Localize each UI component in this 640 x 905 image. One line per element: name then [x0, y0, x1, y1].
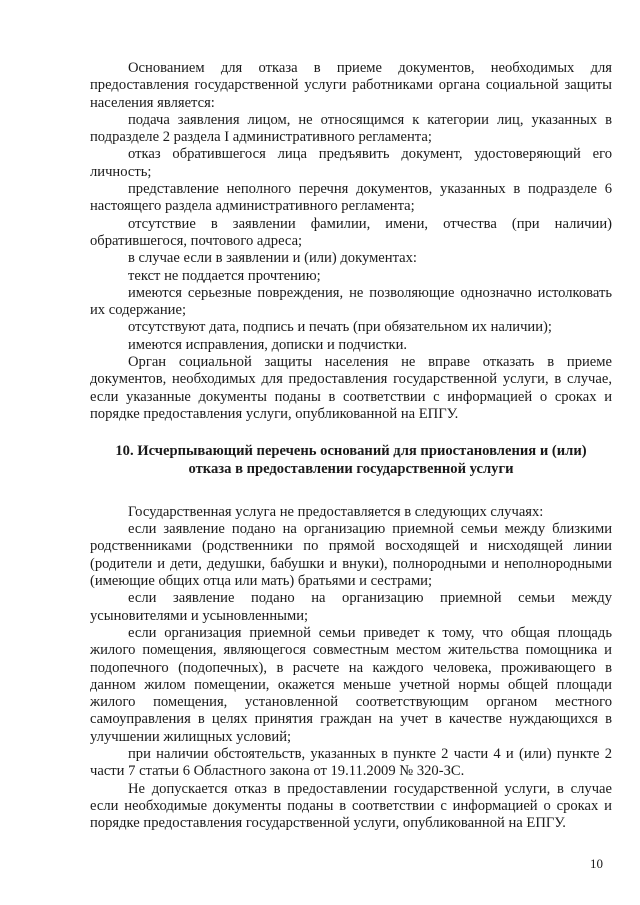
paragraph: отсутствуют дата, подпись и печать (при обязательном их наличии);: [128, 319, 552, 336]
section-heading: [90, 443, 612, 478]
paragraph: Основанием для отказа в приеме документов, необходимых для предоставления государственной услуги работниками органа социальной защиты населения является:: [90, 60, 612, 111]
paragraph: Не допускается отказ в предоставлении государственной услуги, в случае если необходимые документы поданы в соответствии с информацией о сроках и порядке предоставления государственной услуги, опубликованной на ЕПГУ.: [90, 780, 612, 832]
paragraph: Орган социальной защиты населения не вправе отказать в приеме документов, необходимых для предоставления государственной услуги, в случае, если указанные документы поданы в соответствии с информацией о сроках и порядке предоставления услуги, опубликованной на ЕПГУ.: [90, 354, 612, 422]
heading-line: 10. Исчерпывающий перечень оснований для приостановления и (или): [115, 443, 587, 460]
paragraph: отсутствие в заявлении фамилии, имени, отчества (при наличии) обратившегося, почтового адреса;: [90, 215, 612, 249]
paragraph: если заявление подано на организацию приемной семьи между усыновителями и усыновленными;: [90, 590, 612, 624]
paragraph: имеются серьезные повреждения, не позволяющие однозначно истолковать их содержание;: [90, 284, 612, 319]
section-refusal-grounds: [90, 504, 612, 833]
paragraph: подача заявления лицом, не относящимся к категории лиц, указанных в подразделе 2 раздела I административного регламента;: [90, 111, 612, 146]
paragraph: в случае если в заявлении и (или) документах:: [128, 250, 417, 267]
section-refusal-acceptance: [90, 60, 612, 423]
paragraph: при наличии обстоятельств, указанных в пункте 2 части 4 и (или) пункте 2 части 7 статьи 6 Областного закона от 19.11.2009 № 320-ЗС.: [90, 745, 612, 780]
paragraph: если заявление подано на организацию приемной семьи между близкими родственниками (родственники по прямой восходящей и нисходящей линии (родители и дети, дедушки, бабушки и внуки), полнородными и неполнородными (имеющие общих отца или мать) братьями и сестрами;: [90, 521, 612, 590]
page-number: 10: [590, 856, 603, 871]
paragraph: Государственная услуга не предоставляется в следующих случаях:: [128, 503, 544, 520]
paragraph: отказ обратившегося лица предъявить документ, удостоверяющий его личность;: [90, 146, 612, 180]
paragraph: представление неполного перечня документов, указанных в подразделе 6 настоящего раздела административного регламента;: [90, 181, 612, 215]
document-page: [90, 60, 612, 832]
paragraph: если организация приемной семьи приведет к тому, что общая площадь жилого помещения, являющегося совместным местом жительства помощника и подопечного (подопечных), в расчете на каждого человека, проживающего в данном жилом помещении, окажется меньше учетной нормы общей площади жилого помещения, установленной соответствующим органом местного самоуправления в целях принятия граждан на учет в качестве нуждающихся в улучшении жилищных условий;: [90, 624, 612, 745]
heading-line: отказа в предоставлении государственной услуги: [188, 460, 514, 477]
paragraph: текст не поддается прочтению;: [128, 267, 321, 284]
paragraph: имеются исправления, дописки и подчистки.: [128, 336, 408, 353]
